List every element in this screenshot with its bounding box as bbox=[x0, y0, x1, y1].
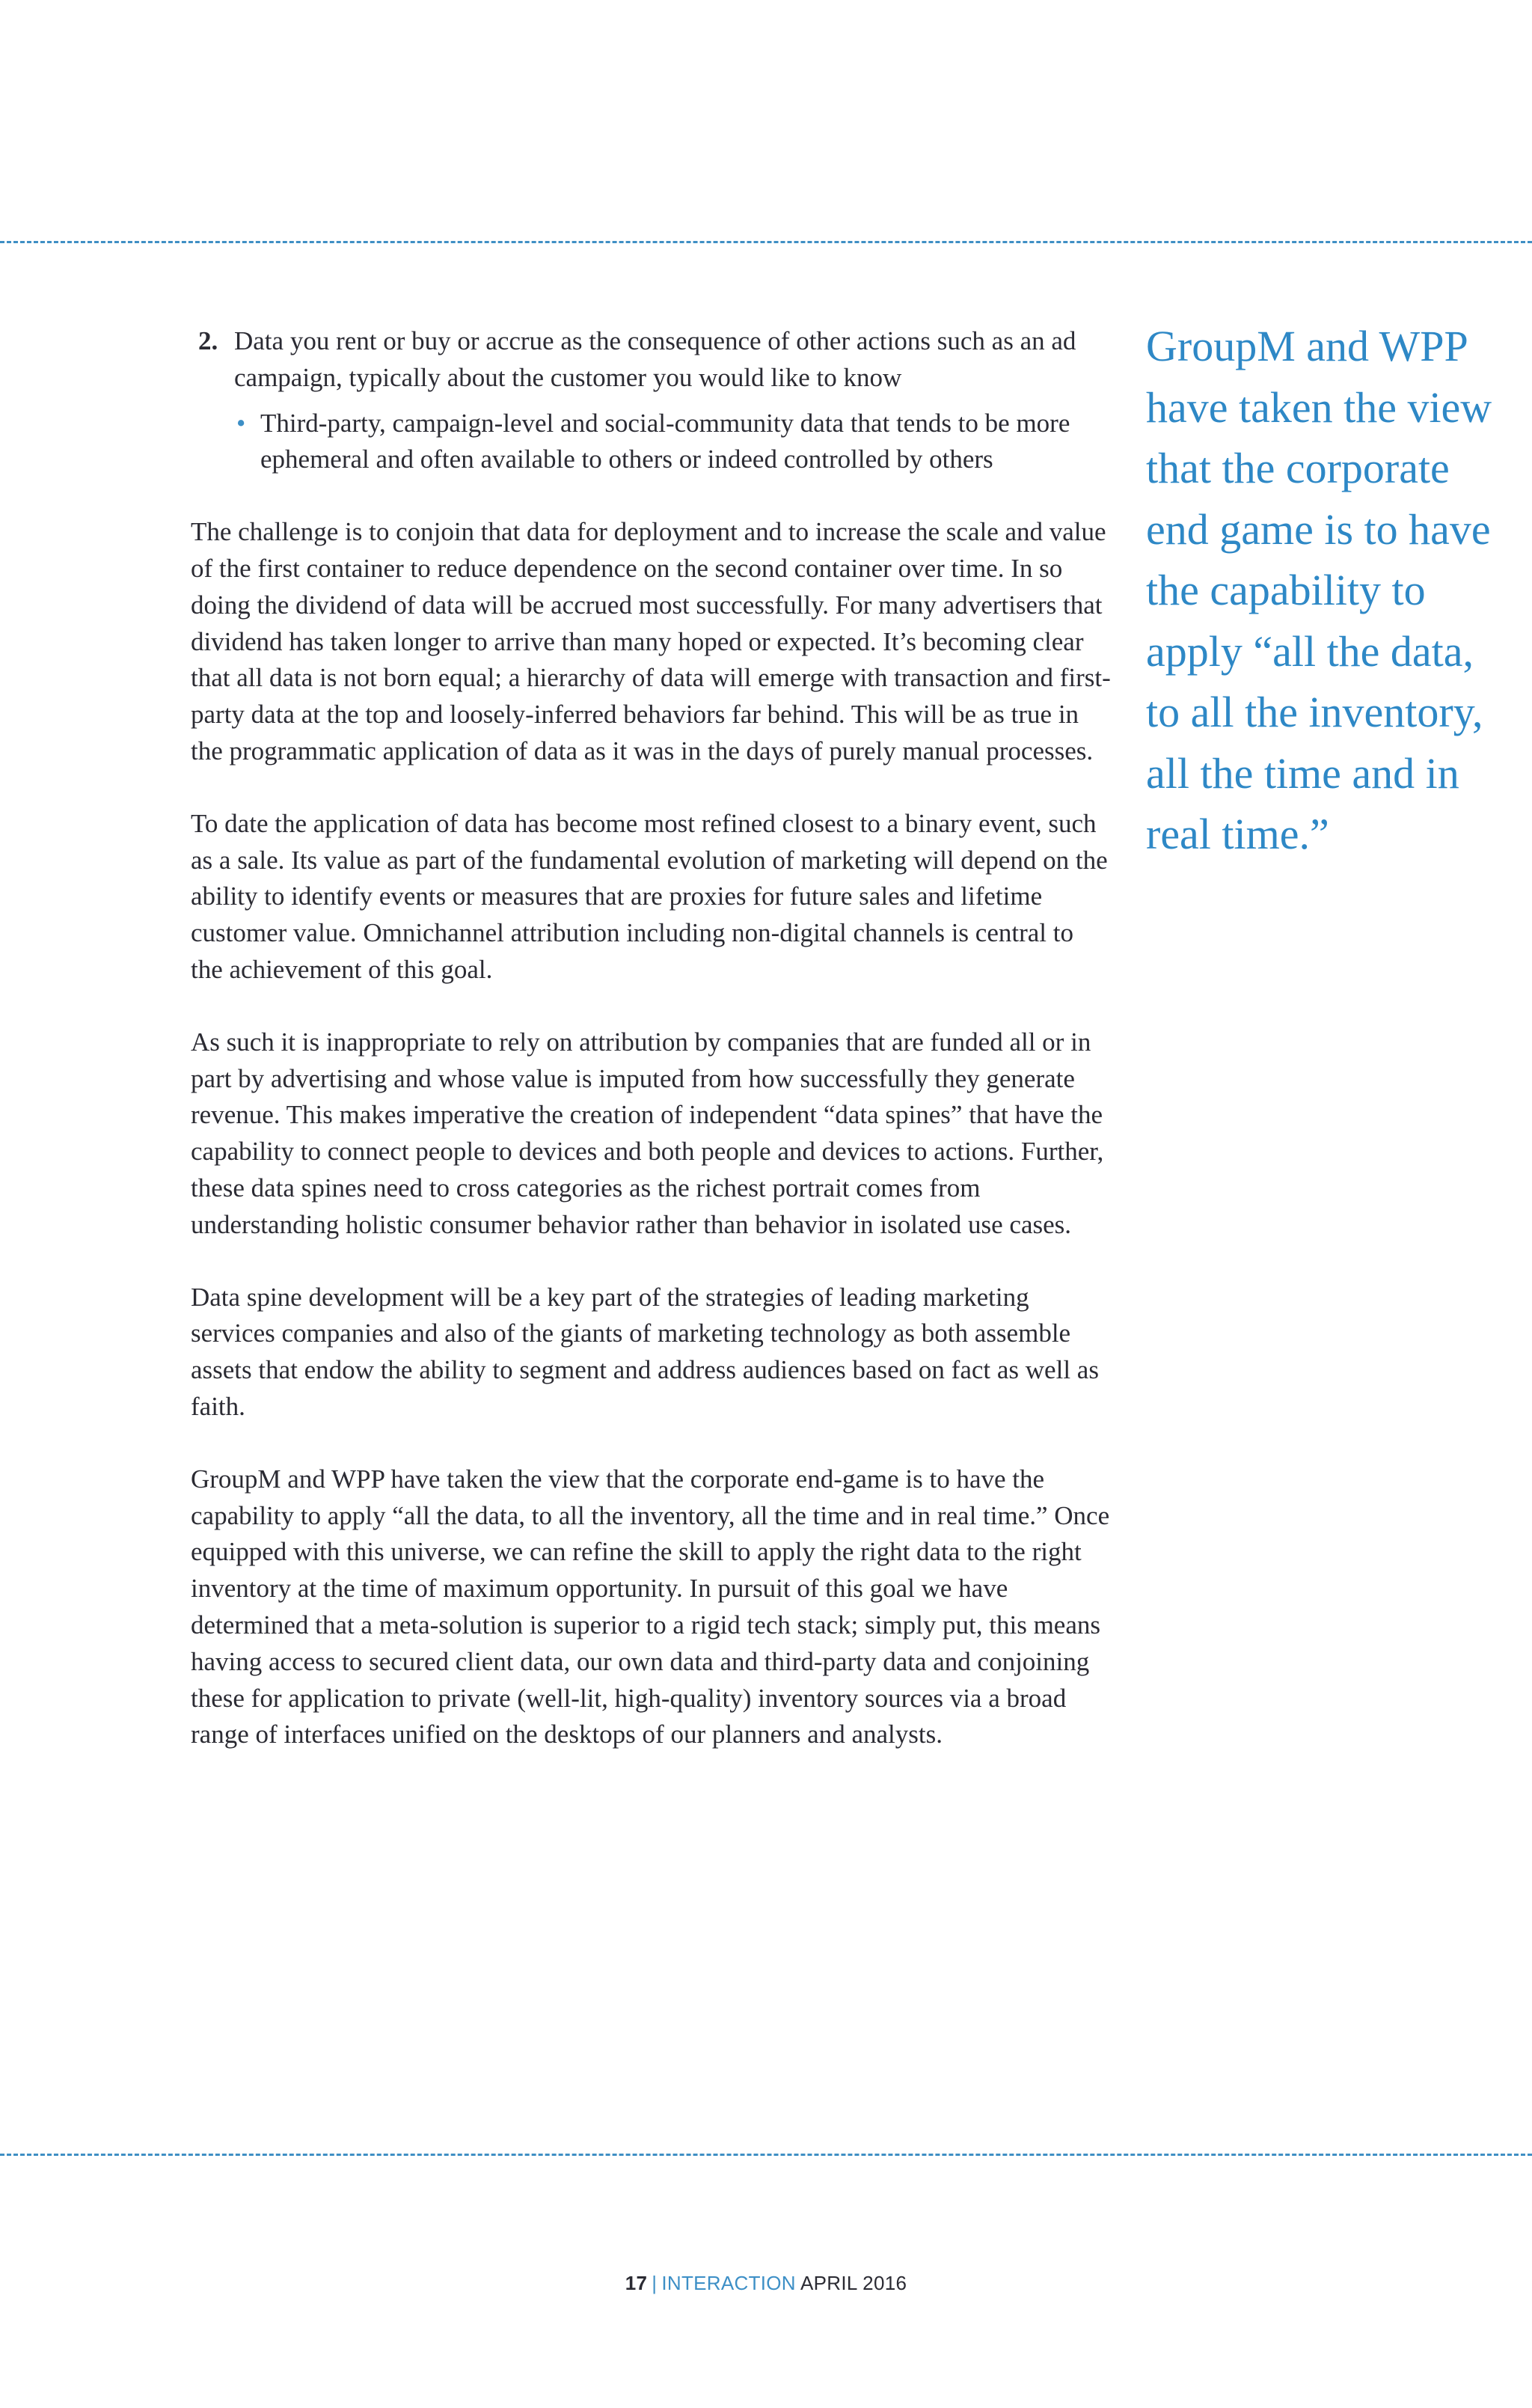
publication-name: INTERACTION bbox=[661, 2272, 796, 2294]
bullet-icon: • bbox=[236, 408, 246, 438]
footer-separator: | bbox=[652, 2272, 658, 2294]
page-number: 17 bbox=[625, 2272, 648, 2294]
page-footer bbox=[0, 2272, 1532, 2295]
paragraph-3: As such it is inappropriate to rely on attribution by companies that are funded all or in part by advertising and whose value is imputed from how successfully they generate revenue. This makes imperative the creation of independent “data spines” that have the capability to connect people to devices and both people and devices to actions. Further, these data spines need to cross categories as the richest portrait comes from understanding holistic consumer behavior rather than behavior in isolated use cases. bbox=[191, 1027, 1104, 1239]
paragraph-5: GroupM and WPP have taken the view that the corporate end-game is to have the capability to apply “all the data, to all the inventory, all the time and in real time.” Once equipped with this universe, we can refine the skill to apply the right data to the right inventory at the time of maximum opportunity. In pursuit of this goal we have determined that a meta-solution is superior to a rigid tech stack; simply put, this means having access to secured client data, our own data and third-party data and conjoining these for application to private (well-lit, high-quality) inventory sources via a broad range of interfaces unified on the desktops of our planners and analysts. bbox=[191, 1464, 1110, 1750]
paragraph-4: Data spine development will be a key part of the strategies of leading marketing services companies and also of the giants of marketing technology as both assemble assets that endow the ability to segment and address audiences based on fact as well as faith. bbox=[191, 1282, 1099, 1421]
list-number: 2. bbox=[198, 326, 218, 355]
list-item-text: Data you rent or buy or accrue as the consequence of other actions such as an ad campaign, typically about the customer you would like to know bbox=[234, 326, 1076, 392]
bullet-item-text: Third-party, campaign-level and social-community data that tends to be more ephemeral and often available to others or indeed controlled by others bbox=[260, 408, 1070, 474]
bullet-item bbox=[236, 406, 1111, 479]
paragraph-2: To date the application of data has become most refined closest to a binary event, such as a sale. Its value as part of the fundamental evolution of marketing will depend on the ability to identify events or measures that are proxies for future sales and lifetime customer value. Omnichannel attribution including non-digital channels is central to the achievement of this goal. bbox=[191, 808, 1108, 984]
article-body bbox=[191, 323, 1111, 1753]
top-dashed-divider bbox=[0, 241, 1532, 243]
pull-quote: GroupM and WPP have taken the view that the corporate end game is to have the capability to apply “all the data, to all the inventory, all the time and in real time.” bbox=[1146, 322, 1492, 858]
list-item-2 bbox=[191, 323, 1111, 397]
paragraph-1: The challenge is to conjoin that data for deployment and to increase the scale and value of the first container to reduce dependence on the second container over time. In so doing the dividend of data will be accrued most successfully. For many advertisers that dividend has taken longer to arrive than many hoped or expected. It’s becoming clear that all data is not born equal; a hierarchy of data will emerge with transaction and first-party data at the top and loosely-inferred behaviors far behind. This will be as true in the programmatic application of data as it was in the days of purely manual processes. bbox=[191, 517, 1111, 766]
bottom-dashed-divider bbox=[0, 2154, 1532, 2156]
numbered-list bbox=[191, 323, 1111, 478]
publication-date: APRIL 2016 bbox=[800, 2272, 907, 2294]
